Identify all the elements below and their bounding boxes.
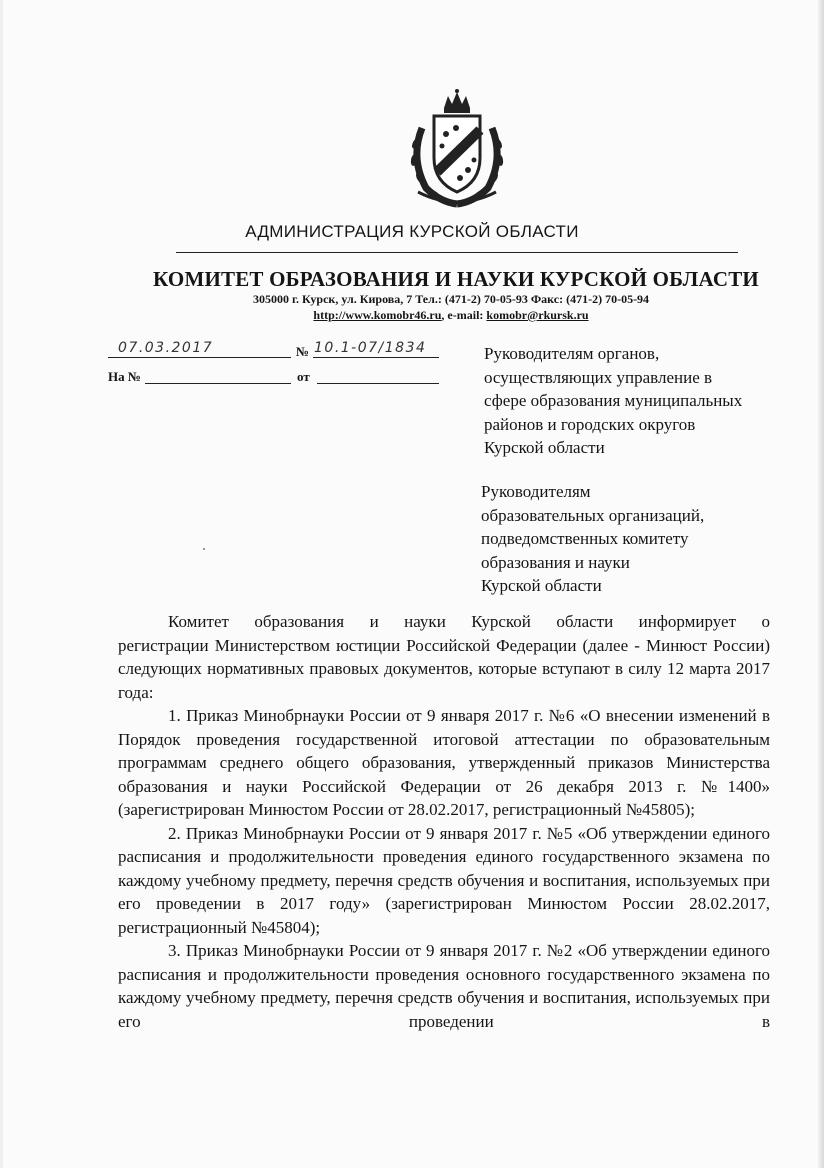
addressee-line: подведомственных комитету: [481, 529, 689, 548]
item-3: 3. Приказ Минобрнауки России от 9 января 2017 г. №2 «Об утверждении единого расписания и продолжительности проведения основного государственного экзамена по каждому учебному предмету, перечня средств обучения и воспитания, используемых при его проведении в: [118, 941, 770, 1031]
email-label: , e-mail:: [441, 308, 487, 322]
addressee-line: районов и городских округов: [484, 414, 696, 434]
contact-line: [0, 308, 824, 323]
scan-edge-right: [818, 0, 824, 1168]
address-line: 305000 г. Курск, ул. Кирова, 7 Тел.: (471-2) 70-05-93 Факс: (471-2) 70-05-94: [252, 292, 650, 306]
addressee-municipal: [484, 342, 742, 460]
addressee-line: Руководителям: [481, 482, 591, 501]
intro-first-line: Комитет образования и науки Курской области информирует о: [168, 612, 770, 631]
kursk-coat-of-arms-icon: [404, 88, 510, 208]
item-1: 1. Приказ Минобрнауки России от 9 января 2017 г. №6 «О внесении изменений в Порядок проведения государственной итоговой аттестации по образовательным программам среднего общего образования, утвержденный приказов Министерства образования и науки Российской Федерации от 26 декабря 2013 г. №1400» (зарегистрирован Минюстом России от 28.02.2017, регистрационный №45805);: [118, 706, 770, 819]
addressee-line: сфере образования муниципальных: [484, 391, 743, 410]
intro-paragraph: регистрации Министерством юстиции Российской Федерации (далее - Минюст России) следующих нормативных правовых документов, которые вступают в силу 12 марта 2017 года:: [118, 635, 770, 702]
number-label: №: [296, 344, 310, 359]
email-link[interactable]: komobr@rkursk.ru: [486, 308, 589, 322]
date-field-line: [108, 357, 291, 358]
addressee-organizations: [481, 480, 704, 598]
number-field-line: [313, 357, 439, 358]
item-2: 2. Приказ Минобрнауки России от 9 января 2017 г. №5 «Об утверждении единого расписания и продолжительности проведения единого государственного экзамена по каждому учебному предмету, перечня средств обучения и воспитания, используемых при его проведении в 2017 году» (зарегистрирован Минюстом России 28.02.2017, регистрационный №45804);: [118, 823, 770, 937]
letter-body: [118, 610, 770, 1033]
addressee-line: Руководителям органов,: [484, 344, 660, 363]
administration-title: АДМИНИСТРАЦИЯ КУРСКОЙ ОБЛАСТИ: [245, 222, 579, 241]
addressee-line: осуществляющих управление в: [484, 367, 713, 387]
reply-date-line: [317, 383, 439, 384]
addressee-line: Курской области: [481, 576, 602, 595]
from-label: от: [297, 369, 310, 384]
addressee-line: образования и науки: [481, 552, 630, 572]
reply-to-label: На №: [108, 369, 141, 384]
outgoing-number: 10.1-07/1834: [314, 340, 427, 356]
outgoing-date: 07.03.2017: [118, 340, 214, 356]
website-link[interactable]: http://www.komobr46.ru: [313, 308, 442, 322]
scan-speck: [203, 548, 205, 550]
header-divider: [176, 252, 738, 253]
scan-edge-left: [0, 0, 3, 1168]
committee-title: КОМИТЕТ ОБРАЗОВАНИЯ И НАУКИ КУРСКОЙ ОБЛАСТИ: [153, 267, 759, 291]
addressee-line: образовательных организаций,: [481, 505, 705, 525]
reply-number-line: [145, 383, 291, 384]
addressee-line: Курской области: [484, 438, 605, 457]
